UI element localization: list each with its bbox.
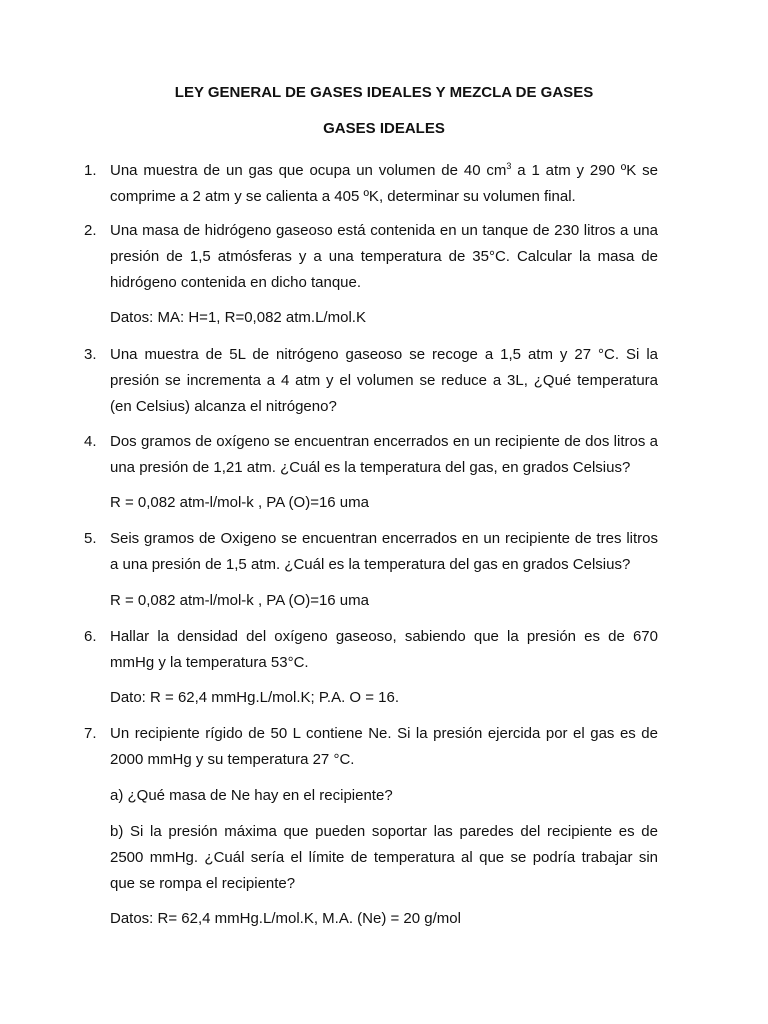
exercise-7-part-a: a) ¿Qué masa de Ne hay en el recipiente? <box>110 787 393 804</box>
exercise-2-text: Una masa de hidrógeno gaseoso está contenida en un tanque de 230 litros a una presión de 1,5 atmósferas y a una temperatura de 35°C. Calcular la masa de hidrógeno contenida en dicho tanque. <box>110 222 658 291</box>
exercise-3-text: Una muestra de 5L de nitrógeno gaseoso se recoge a 1,5 atm y 27 °C. Si la presión se incrementa a 4 atm y el volumen se reduce a 3L, ¿Qué temperatura (en Celsius) alcanza el nitrógeno? <box>110 346 658 415</box>
exercise-1-text-part: a 1 atm y 290 ºK se comprime a 2 atm y se calienta a 405 ºK, determinar su volumen final. <box>110 162 658 205</box>
section-title: GASES IDEALES <box>323 120 445 137</box>
item-number: 1. <box>84 162 97 179</box>
exercise-7-data: Datos: R= 62,4 mmHg.L/mol.K, M.A. (Ne) = 20 g/mol <box>110 910 461 927</box>
item-number: 2. <box>84 222 97 239</box>
exercise-4-text: Dos gramos de oxígeno se encuentran encerrados en un recipiente de dos litros a una presión de 1,21 atm. ¿Cuál es la temperatura del gas, en grados Celsius? <box>110 433 658 476</box>
exercise-6-text: Hallar la densidad del oxígeno gaseoso, sabiendo que la presión es de 670 mmHg y la temperatura 53°C. <box>110 628 658 671</box>
superscript: 3 <box>506 161 512 171</box>
exercise-6-data: Dato: R = 62,4 mmHg.L/mol.K; P.A. O = 16. <box>110 689 400 706</box>
exercise-7-text: Un recipiente rígido de 50 L contiene Ne. Si la presión ejercida por el gas es de 2000 mmHg y su temperatura 27 °C. <box>110 725 658 768</box>
exercise-5-data: R = 0,082 atm-l/mol-k , PA (O)=16 uma <box>110 592 369 609</box>
item-number: 4. <box>84 433 97 450</box>
document-title: LEY GENERAL DE GASES IDEALES Y MEZCLA DE GASES <box>174 84 594 101</box>
exercise-1-text <box>110 158 658 210</box>
item-number: 6. <box>84 628 97 645</box>
exercise-4-data: R = 0,082 atm-l/mol-k , PA (O)=16 uma <box>110 494 369 511</box>
item-number: 7. <box>84 725 97 742</box>
exercise-7-part-b: b) Si la presión máxima que pueden soportar las paredes del recipiente es de 2500 mmHg. ¿Cuál sería el límite de temperatura al que se podría trabajar sin que se rompa el recipiente? <box>110 823 658 892</box>
exercise-2-data: Datos: MA: H=1, R=0,082 atm.L/mol.K <box>110 309 366 326</box>
item-number: 5. <box>84 530 97 547</box>
item-number: 3. <box>84 346 97 363</box>
exercise-1-text-part: Una muestra de un gas que ocupa un volumen de 40 cm <box>110 162 507 179</box>
exercise-5-text: Seis gramos de Oxigeno se encuentran encerrados en un recipiente de tres litros a una presión de 1,5 atm. ¿Cuál es la temperatura del gas en grados Celsius? <box>110 530 658 573</box>
